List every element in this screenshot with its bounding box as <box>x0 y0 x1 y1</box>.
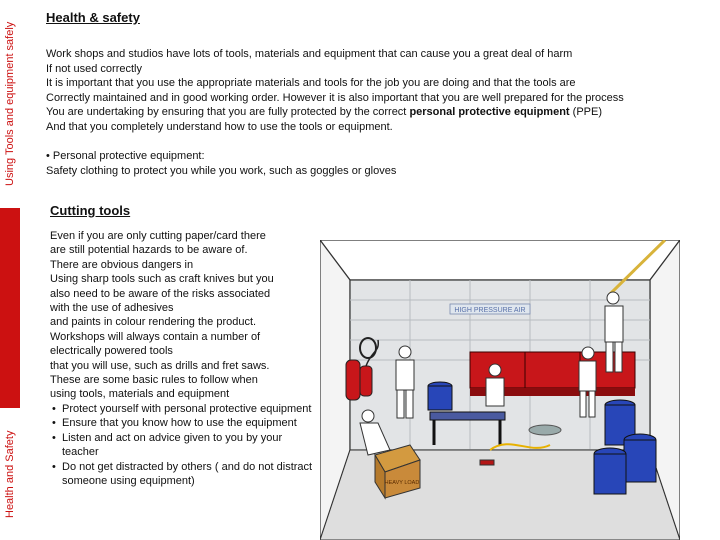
ppe-bold: personal protective equipment <box>409 106 570 119</box>
rule-item <box>50 402 320 416</box>
ppe-bullet: • Personal protective equipment: <box>46 150 205 162</box>
floor-tool <box>480 460 494 465</box>
ppe-block <box>46 149 646 179</box>
body-line: electrically powered tools <box>50 345 173 358</box>
wall-sign-text: HIGH PRESSURE AIR <box>454 307 526 314</box>
puddle <box>529 425 561 435</box>
intro-line: If not used correctly <box>46 62 142 75</box>
ppe-post: (PPE) <box>569 106 602 119</box>
rules-list <box>50 402 320 488</box>
sidebar-top-label: Using Tools and equipment safely <box>4 21 16 187</box>
sidebar-top <box>0 0 20 208</box>
body-line: There are obvious dangers in <box>50 258 194 271</box>
box-text: HEAVY LOAD <box>384 480 420 486</box>
rule-text: Do not get distracted by others ( and do not distract someone using equipment) <box>62 460 313 487</box>
body-line: with the use of adhesives <box>50 302 174 315</box>
body-line: Using sharp tools such as craft knives but you <box>50 273 274 286</box>
body-line: that you will use, such as drills and fret saws. <box>50 359 270 372</box>
intro-paragraph <box>46 47 696 135</box>
rule-item <box>50 416 320 430</box>
intro-line-ppe <box>46 105 696 120</box>
ceiling <box>320 240 680 280</box>
health-safety-title: Health & safety <box>46 10 140 25</box>
body-line: These are some basic rules to follow when <box>50 374 258 387</box>
ppe-pre: You are undertaking by ensuring that you are fully protected by the correct <box>46 106 410 119</box>
body-line: Workshops will always contain a number of <box>50 330 261 343</box>
rule-text: Listen and act on advice given to you by your teacher <box>62 431 283 459</box>
cutting-tools-title: Cutting tools <box>50 203 131 218</box>
rule-text: Protect yourself with personal protective equipment <box>62 402 312 415</box>
body-line: are still potential hazards to be aware of. <box>50 244 248 257</box>
intro-line: And that you completely understand how to use the tools or equipment. <box>46 120 393 133</box>
workshop-illustration <box>320 240 680 540</box>
cutting-tools-body <box>50 229 320 488</box>
ppe-description: Safety clothing to protect you while you work, such as goggles or gloves <box>46 165 397 177</box>
heavy-load-box <box>375 445 420 498</box>
sidebar-bottom <box>0 408 20 540</box>
body-line: also need to be aware of the risks associated <box>50 287 271 300</box>
body-line: Even if you are only cutting paper/card there <box>50 230 266 242</box>
intro-line: Work shops and studios have lots of tools, materials and equipment that can cause you a great deal of harm <box>46 48 573 60</box>
intro-line: It is important that you use the appropriate materials and tools for the job you are doing and that the tools are <box>46 77 576 90</box>
rule-text: Ensure that you know how to use the equipment <box>62 417 297 430</box>
rule-item <box>50 460 320 489</box>
intro-line: Correctly maintained and in good working order. However it is also important that you are well prepared for the process <box>46 91 624 104</box>
body-line: and paints in colour rendering the product. <box>50 316 257 329</box>
rule-item <box>50 431 320 460</box>
sidebar-bottom-label: Health and Safety <box>4 430 16 518</box>
body-line: using tools, materials and equipment <box>50 388 230 401</box>
